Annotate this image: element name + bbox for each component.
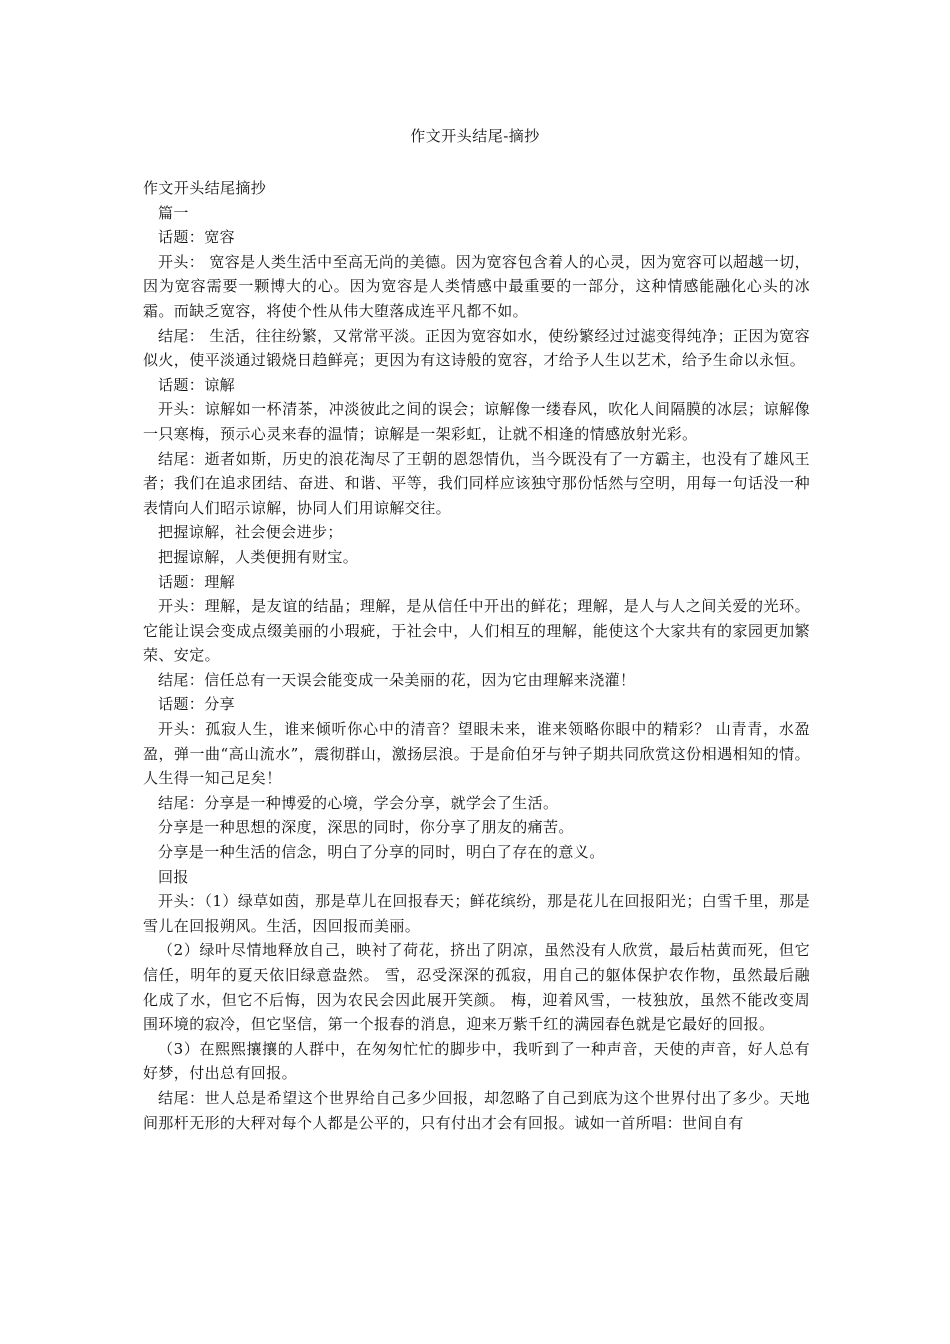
paragraph: （3）在熙熙攘攘的人群中，在匆匆忙忙的脚步中，我听到了一种声音，天使的声音，好人总有好梦，付出总有回报。 <box>143 1039 810 1083</box>
section-heading: 篇一 <box>158 203 189 222</box>
paragraph: 结尾：分享是一种博爱的心境，学会分享，就学会了生活。 <box>158 793 559 812</box>
subtitle: 作文开头结尾摘抄 <box>143 179 267 197</box>
topic-heading: 话题：理解 <box>158 572 236 591</box>
paragraph: 把握谅解，人类便拥有财宝。 <box>158 547 359 566</box>
topic-heading: 回报 <box>158 867 189 886</box>
paragraph: 结尾：逝者如斯，历史的浪花淘尽了王朝的恩怨情仇，当今既没有了一方霸主，也没有了雄风王者；我们在追求团结、奋进、和谐、平等，我们同样应该独守那份恬然与空明，用每一句话没一种表情向人们昭示谅解，协同人们用谅解交往。 <box>143 449 810 517</box>
document-title: 作文开头结尾-摘抄 <box>410 127 540 145</box>
paragraph: 把握谅解，社会便会进步； <box>158 523 343 542</box>
document-body <box>143 176 810 1135</box>
paragraph: 结尾： 生活，往往纷繁，又常常平淡。正因为宽容如水，使纷繁经过过滤变得纯净；正因为宽容似火，使平淡通过锻烧日趋鲜亮；更因为有这诗般的宽容，才给予人生以艺术，给予生命以永恒。 <box>143 326 810 370</box>
topic-heading: 话题：宽容 <box>158 228 236 247</box>
paragraph: （2）绿叶尽情地释放自己，映衬了荷花，挤出了阴凉，虽然没有人欣赏，最后枯黄而死，但它信任，明年的夏天依旧绿意盎然。 雪，忍受深深的孤寂，用自己的躯体保护农作物，虽然最后融化成了水，但它不后悔，因为农民会因此展开笑颜。 梅，迎着风雪，一枝独放，虽然不能改变周围环境的寂冷，但它坚信，第一个报春的消息，迎来万紫千红的满园春色就是它最好的回报。 <box>143 941 810 1034</box>
paragraph: 分享是一种思想的深度，深思的同时，你分享了朋友的痛苦。 <box>158 818 574 837</box>
paragraph: 开头：谅解如一杯清茶，冲淡彼此之间的误会；谅解像一缕春风，吹化人间隔膜的冰层；谅解像一只寒梅，预示心灵来春的温情；谅解是一架彩虹，让就不相逢的情感放射光彩。 <box>143 400 810 443</box>
paragraph: 开头：理解，是友谊的结晶；理解，是从信任中开出的鲜花；理解，是人与人之间关爱的光环。它能让误会变成点缀美丽的小瑕疵，于社会中，人们相互的理解，能使这个大家共有的家园更加繁荣、安定。 <box>143 597 810 665</box>
paragraph: 结尾：信任总有一天误会能变成一朵美丽的花，因为它由理解来浇灌！ <box>158 670 636 689</box>
paragraph: 结尾：世人总是希望这个世界给自己多少回报，却忽略了自己到底为这个世界付出了多少。天地间那杆无形的大秤对每个人都是公平的，只有付出才会有回报。诚如一首所唱：世间自有 <box>143 1088 810 1132</box>
paragraph: 开头：孤寂人生，谁来倾听你心中的清音？望眼未来，谁来领略你眼中的精彩？ 山青青，水盈盈，弹一曲“高山流水”，震彻群山，激扬层浪。于是俞伯牙与钟子期共同欣赏这份相遇相知的情。人生得一知己足矣！ <box>143 720 810 788</box>
paragraph: 开头： 宽容是人类生活中至高无尚的美德。因为宽容包含着人的心灵，因为宽容可以超越一切，因为宽容需要一颗博大的心。因为宽容是人类情感中最重要的一部分，这种情感能融化心头的冰霜。而缺乏宽容，将使个性从伟大堕落成连平凡都不如。 <box>143 252 810 320</box>
paragraph: 开头：（1）绿草如茵，那是草儿在回报春天；鲜花缤纷，那是花儿在回报阳光；白雪千里，那是雪儿在回报朔风。生活，因回报而美丽。 <box>143 892 810 935</box>
paragraph: 分享是一种生活的信念，明白了分享的同时，明白了存在的意义。 <box>158 843 605 862</box>
topic-heading: 话题：谅解 <box>158 375 236 394</box>
topic-heading: 话题：分享 <box>158 695 236 714</box>
